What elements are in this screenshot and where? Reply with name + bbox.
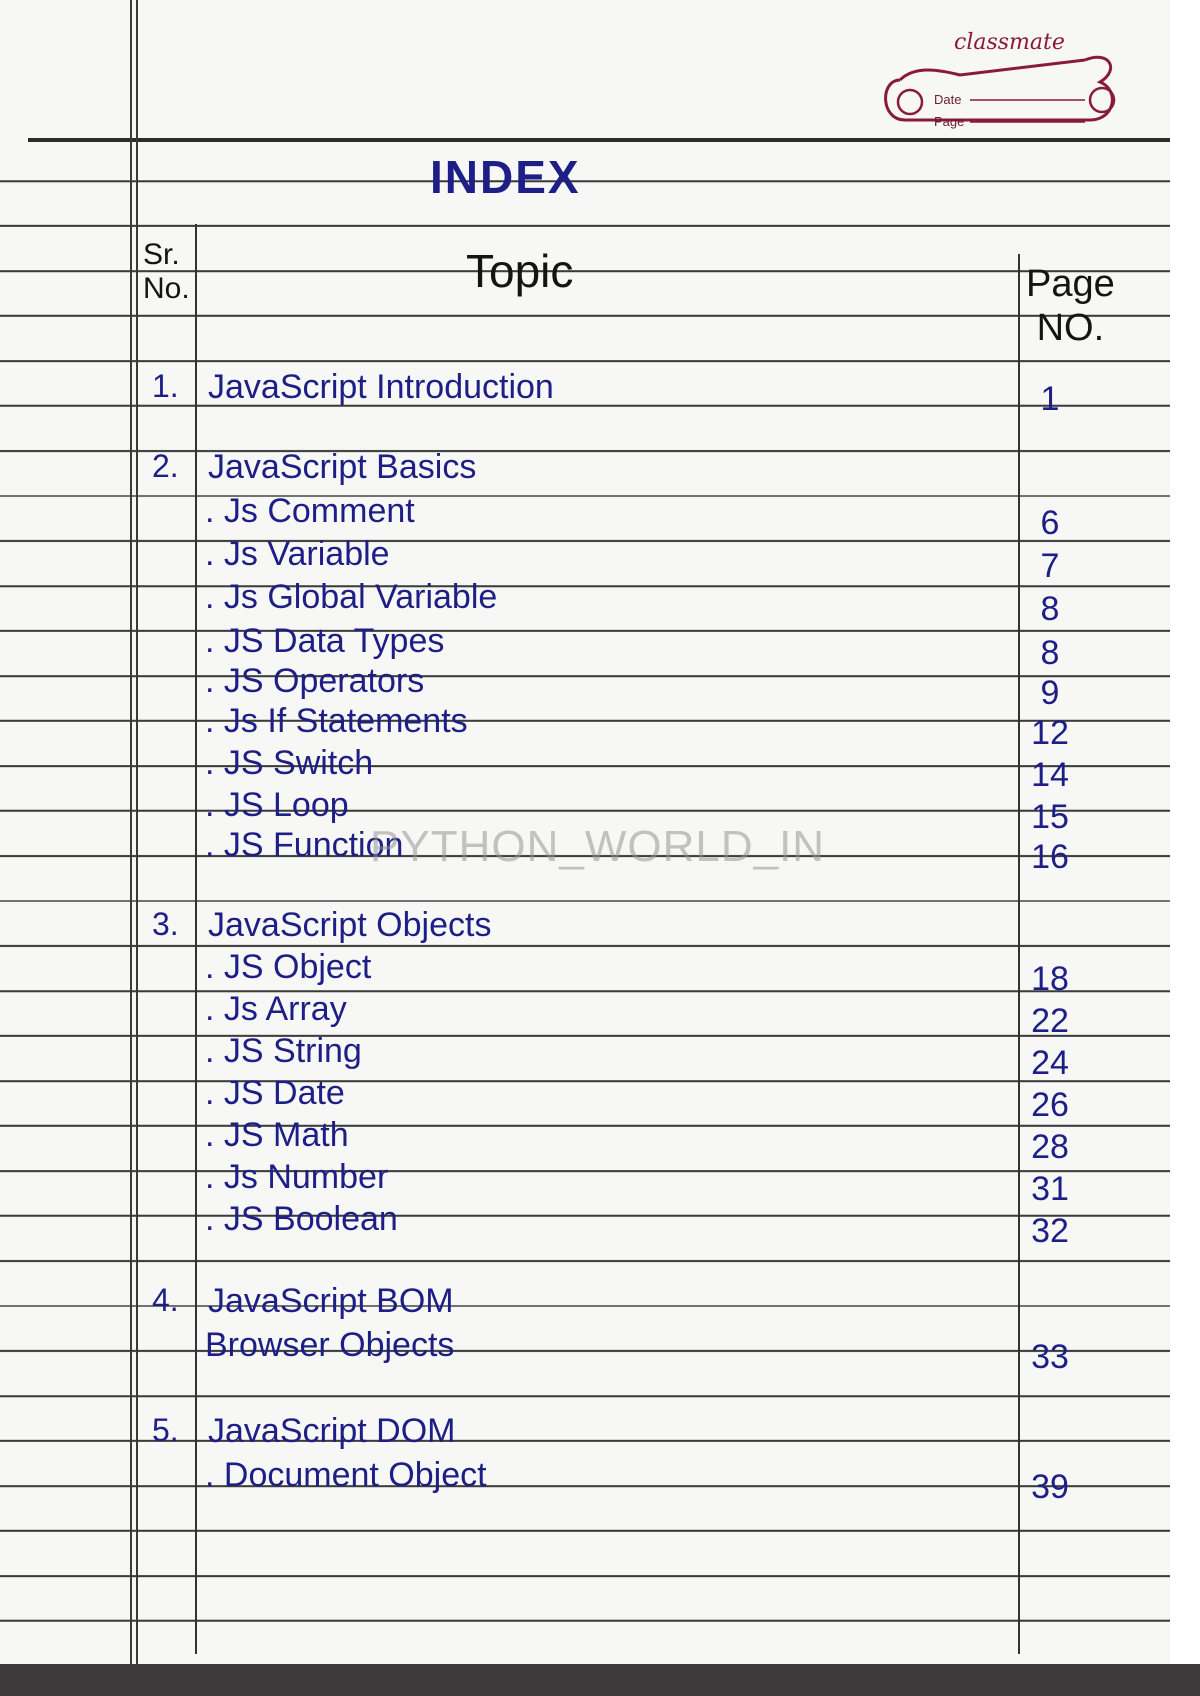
sr-number: 2. [152,448,179,484]
index-row [0,1282,1170,1326]
page-number: 14 [1031,756,1069,794]
index-row [0,906,1170,950]
page-number: 1 [1040,380,1060,418]
topic-text: . Js Array [205,990,347,1028]
index-row [0,368,1170,418]
header-topic: Topic [466,245,574,297]
topic-text: . Js Variable [205,535,390,573]
index-row [0,990,1170,1040]
topic-text: Browser Objects [205,1326,455,1364]
index-row [0,1074,1170,1124]
topic-text: . JS Switch [205,744,374,782]
topic-text: . Js Global Variable [205,578,498,616]
page-number: 7 [1040,547,1060,585]
page-bottom-edge [0,1664,1200,1696]
index-row [0,702,1170,752]
page-number: 33 [1031,1338,1069,1376]
index-row [0,535,1170,585]
classmate-logo [870,20,1130,150]
index-row [0,492,1170,542]
index-row [0,1200,1170,1250]
topic-text: JavaScript Objects [208,906,492,944]
header-page-no: Page NO. [1026,263,1115,349]
topic-text: JavaScript BOM [208,1282,454,1320]
index-row [0,1412,1170,1456]
page-number: 18 [1031,960,1069,998]
sr-number: 3. [152,906,179,942]
date-label: Date [934,92,962,107]
topic-text: . JS Object [205,948,372,986]
page-number: 16 [1031,838,1069,876]
page-number: 26 [1031,1086,1069,1124]
topic-text: . JS Operators [205,662,425,700]
page-number: 24 [1031,1044,1069,1082]
index-row [0,1116,1170,1166]
topic-text: JavaScript DOM [208,1412,456,1450]
index-row [0,578,1170,628]
index-row [0,1456,1170,1506]
watermark: PYTHON_WORLD_IN [370,822,826,871]
topic-text: . Js Comment [205,492,415,530]
topic-text: . JS String [205,1032,362,1070]
topic-text: . JS Loop [205,786,349,824]
page-number: 6 [1040,504,1060,542]
index-row [0,1158,1170,1208]
topic-text: . Js If Statements [205,702,468,740]
topic-text: . Js Number [205,1158,389,1196]
page-number: 32 [1031,1212,1069,1250]
page-number: 8 [1040,590,1060,628]
page-number: 12 [1031,714,1069,752]
topic-text: . JS Data Types [205,622,445,660]
topic-text: JavaScript Basics [208,448,477,486]
index-row [0,448,1170,492]
brand-name: classmate [954,30,1065,55]
page-number: 8 [1040,634,1060,672]
sr-number: 1. [152,368,179,404]
page-number: 15 [1031,798,1069,836]
topic-text: . Document Object [205,1456,487,1494]
page-number: 39 [1031,1468,1069,1506]
topic-text: . JS Function [205,826,404,864]
header-sr-no: Sr. No. [143,238,190,305]
sr-number: 4. [152,1282,179,1318]
page-number: 28 [1031,1128,1069,1166]
topic-text: JavaScript Introduction [208,368,554,406]
index-row [0,622,1170,672]
topic-text: . JS Date [205,1074,345,1112]
page-number: 22 [1031,1002,1069,1040]
index-row [0,744,1170,794]
index-row [0,1326,1170,1376]
index-row [0,948,1170,998]
page-number: 31 [1031,1170,1069,1208]
page-title: INDEX [430,151,581,203]
sr-number: 5. [152,1412,179,1448]
index-row [0,1032,1170,1082]
index-row [0,662,1170,712]
page-number: 9 [1040,674,1060,712]
page-label: Page [934,114,965,129]
topic-text: . JS Math [205,1116,349,1154]
topic-text: . JS Boolean [205,1200,398,1238]
